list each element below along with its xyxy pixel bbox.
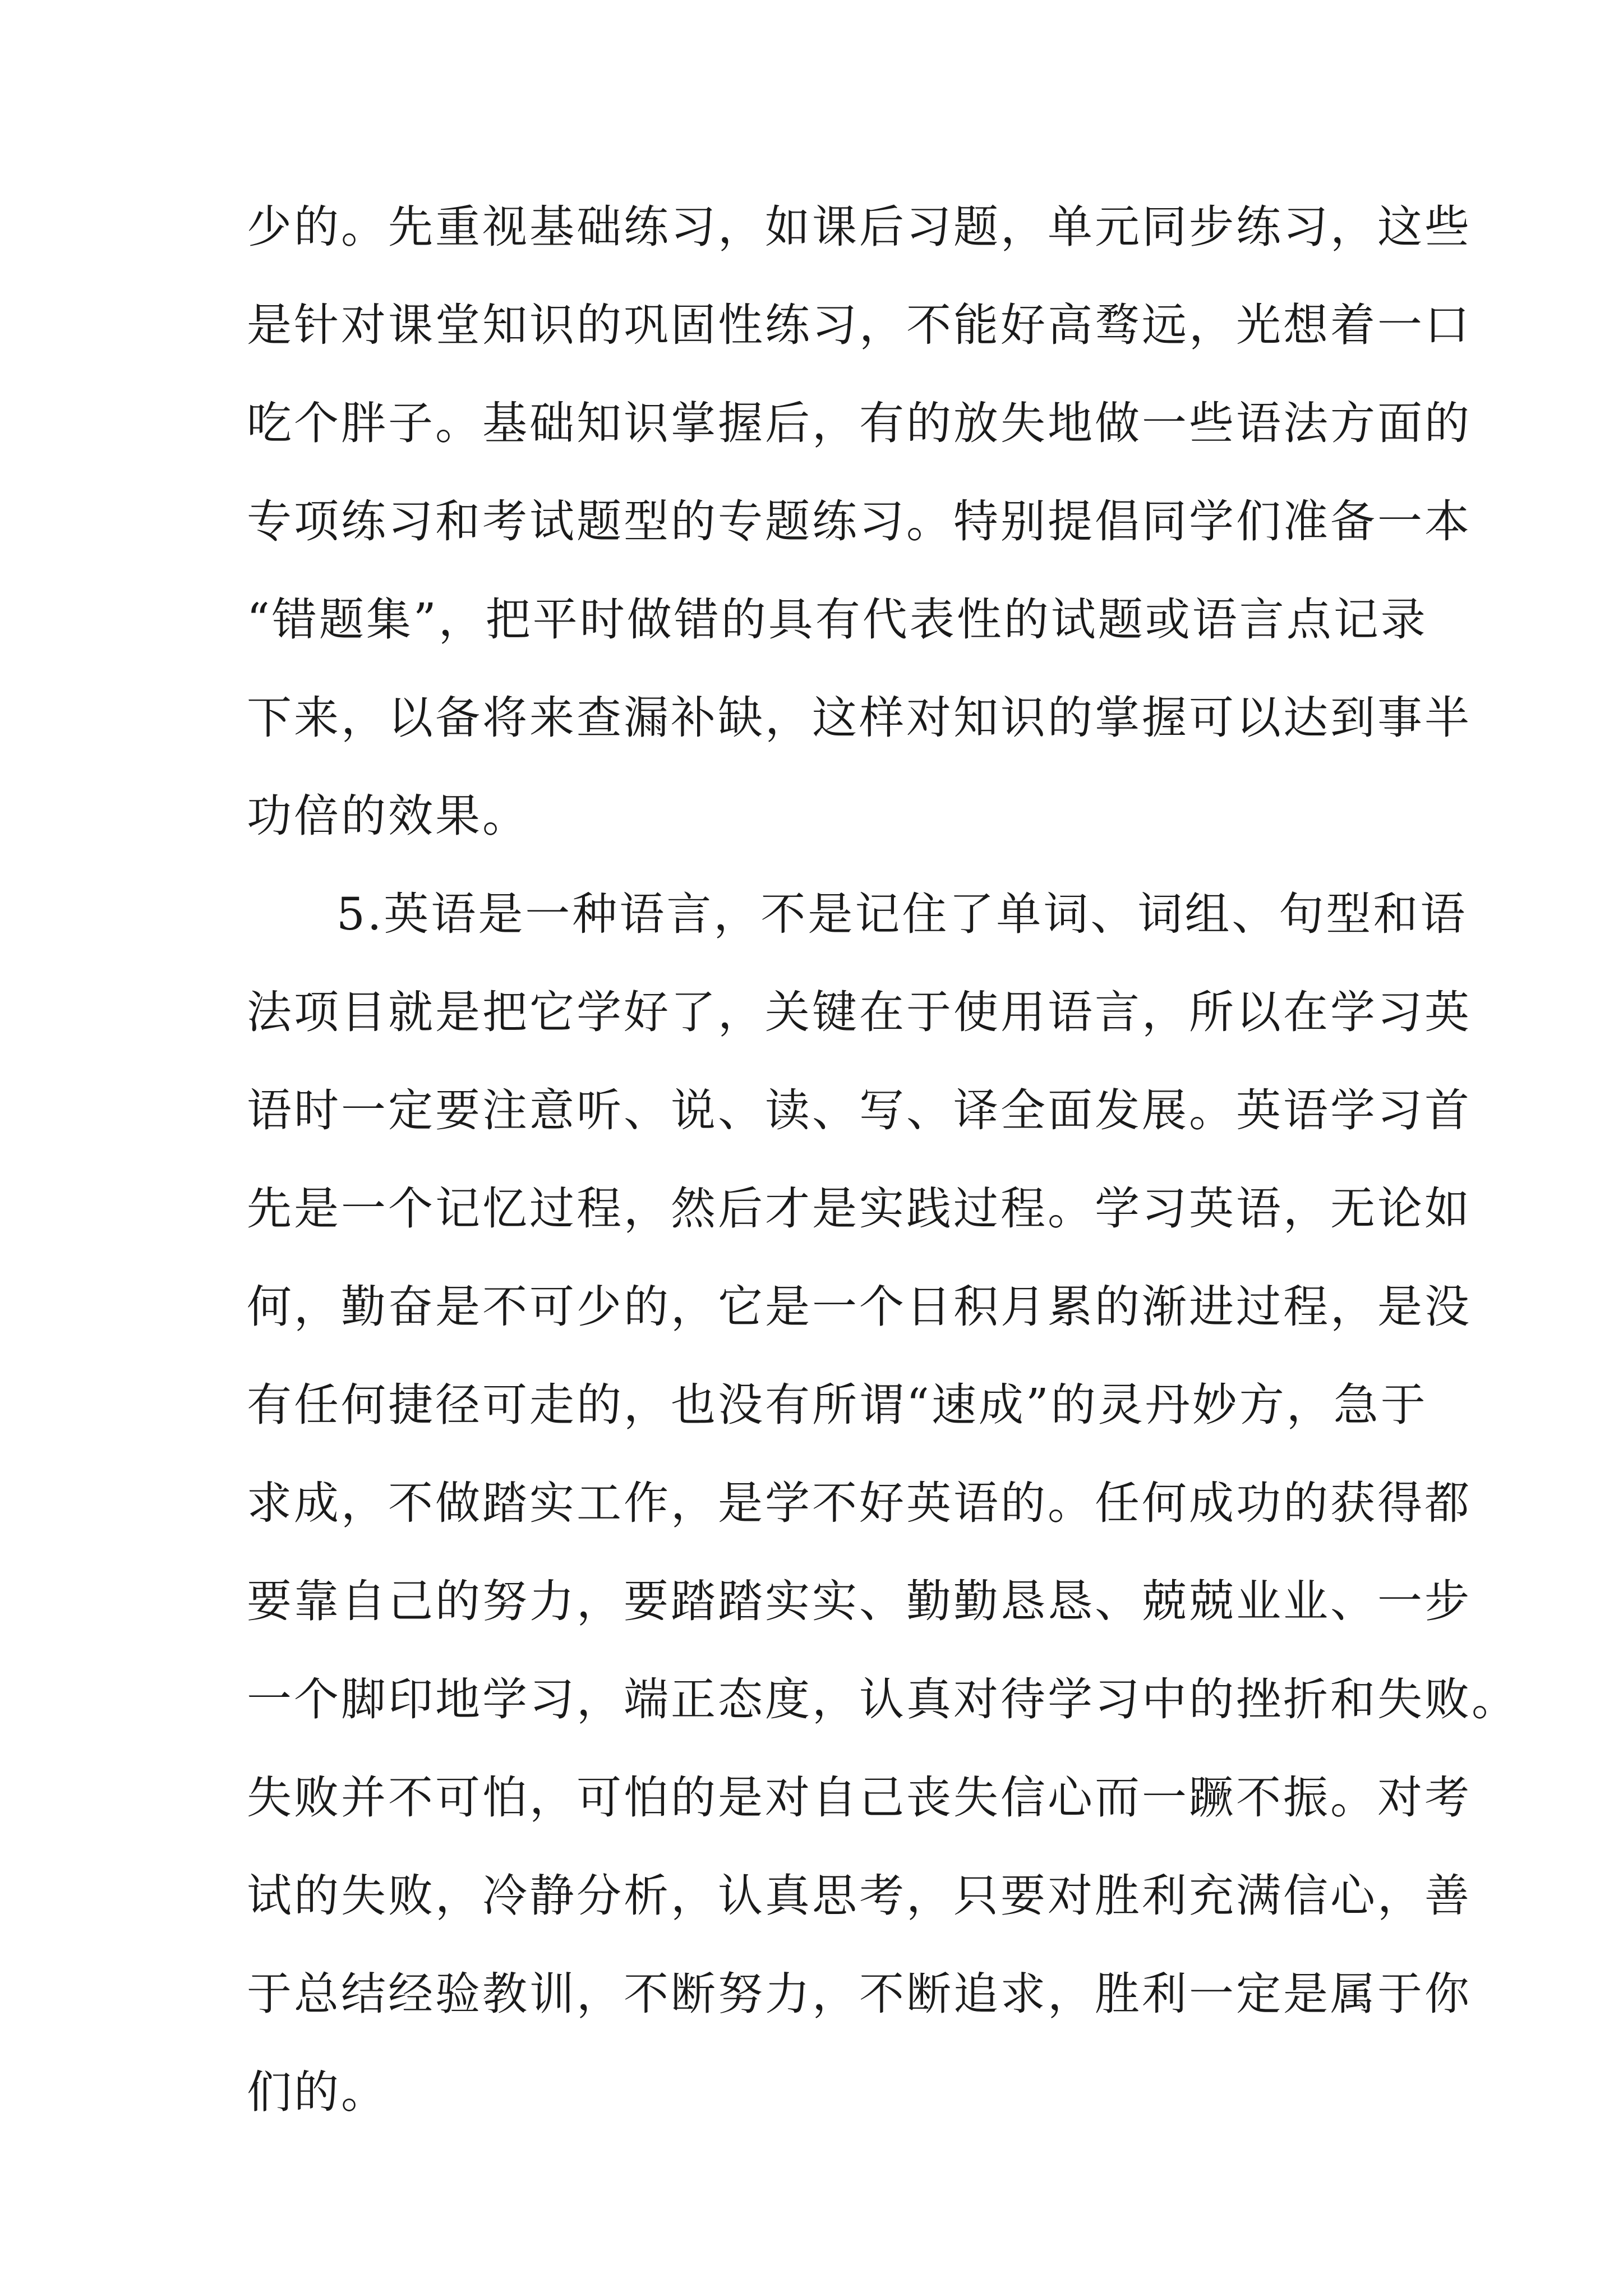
text-line: 失败并不可怕，可怕的是对自己丧失信心而一蹶不振。对考 [247,1772,1472,1824]
paragraph-start-line: 5.英语是一种语言，不是记住了单词、词组、句型和语 [336,888,1468,940]
text-line: 先是一个记忆过程，然后才是实践过程。学习英语，无论如 [247,1182,1472,1235]
text-line: 少的。先重视基础练习，如课后习题，单元同步练习，这些 [247,201,1472,253]
text-line: 试的失败，冷静分析，认真思考，只要对胜利充满信心，善 [247,1870,1472,1922]
text-line: 们的。 [247,2066,388,2118]
text-line: 何，勤奋是不可少的，它是一个日积月累的渐进过程，是没 [247,1281,1472,1333]
text-line: 法项目就是把它学好了，关键在于使用语言，所以在学习英 [247,986,1472,1038]
text-line: 专项练习和考试题型的专题练习。特别提倡同学们准备一本 [247,495,1472,547]
text-line: 于总结经验教训，不断努力，不断追求，胜利一定是属于你 [247,1968,1472,2020]
text-line: 功倍的效果。 [247,790,529,842]
text-line: 求成，不做踏实工作，是学不好英语的。任何成功的获得都 [247,1477,1472,1529]
text-line: 语时一定要注意听、说、读、写、译全面发展。英语学习首 [247,1084,1472,1137]
text-line: 是针对课堂知识的巩固性练习，不能好高骛远，光想着一口 [247,299,1472,351]
text-line: 吃个胖子。基础知识掌握后，有的放失地做一些语法方面的 [247,397,1472,449]
body-text [247,201,1519,2168]
text-line: “错题集”，把平时做错的具有代表性的试题或语言点记录 [247,593,1428,646]
text-line: 有任何捷径可走的，也没有所谓“速成”的灵丹妙方，急于 [247,1379,1428,1431]
text-line: 下来，以备将来查漏补缺，这样对知识的掌握可以达到事半 [247,692,1472,744]
text-line: 一个脚印地学习，端正态度，认真对待学习中的挫折和失败。 [247,1673,1519,1726]
text-line: 要靠自己的努力，要踏踏实实、勤勤恳恳、兢兢业业、一步 [247,1575,1472,1627]
